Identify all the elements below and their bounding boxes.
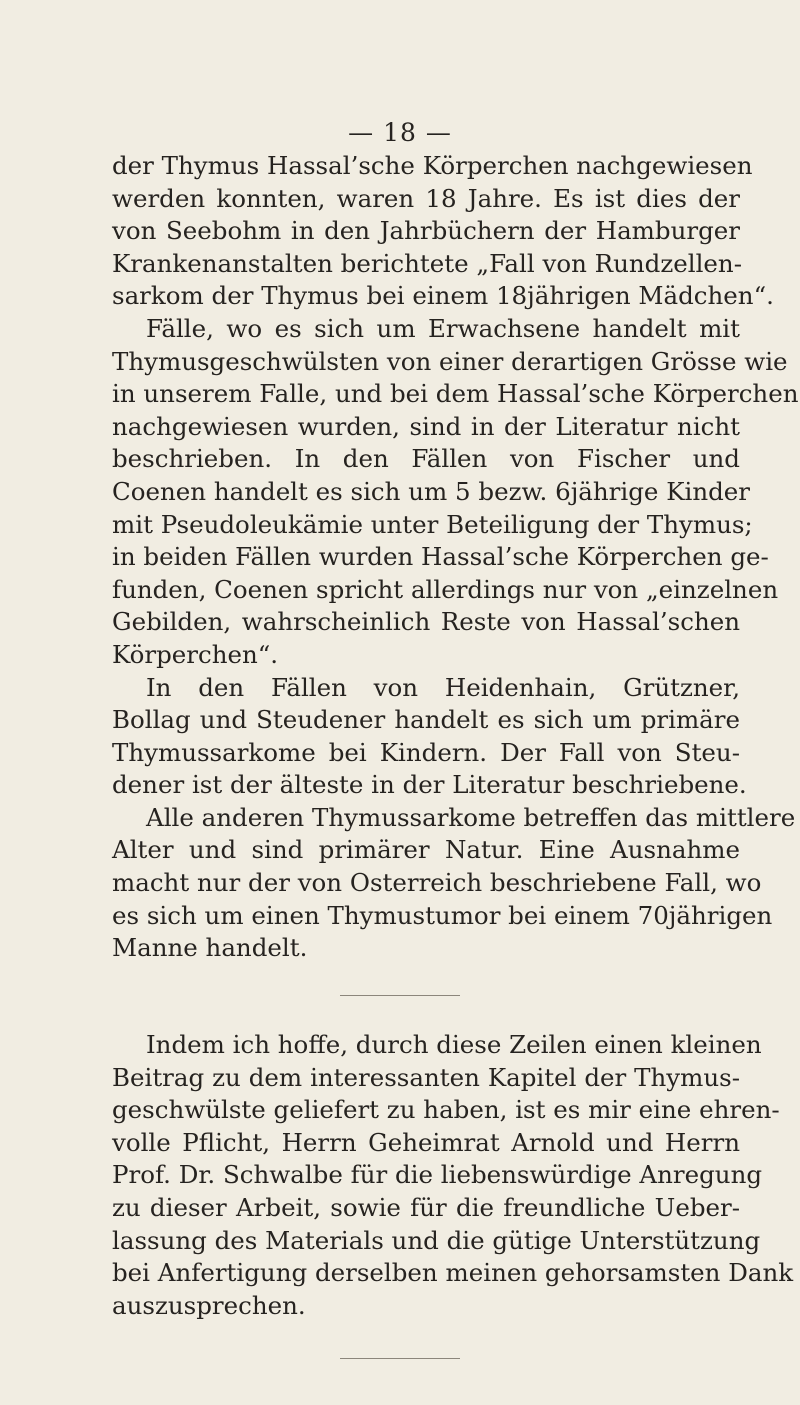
section-divider <box>340 995 460 996</box>
text-line: zu dieser Arbeit, sowie für die freundliche Ueber- <box>112 1192 740 1222</box>
text-line: volle Pflicht, Herrn Geheimrat Arnold und Herrn <box>112 1127 740 1157</box>
text-line: Beitrag zu dem interessanten Kapitel der Thymus- <box>112 1062 740 1092</box>
text-line: funden, Coenen spricht allerdings nur von „einzelnen <box>112 574 779 604</box>
text-line: In den Fällen von Heidenhain, Grützner, <box>146 672 740 702</box>
text-line: Alter und sind primärer Natur. Eine Ausnahme <box>112 835 740 865</box>
text-line: bei Anfertigung derselben meinen gehorsamsten Dank <box>112 1258 794 1288</box>
text-line: Thymusgeschwülsten von einer derartigen Grösse wie <box>112 346 788 376</box>
text-line: Manne handelt. <box>112 933 308 963</box>
text-line: Coenen handelt es sich um 5 bezw. 6jährige Kinder <box>112 476 751 506</box>
text-line: dener ist der älteste in der Literatur beschriebene. <box>112 770 747 800</box>
text-line: Krankenanstalten berichtete „Fall von Rundzellen- <box>112 248 742 278</box>
text-line: der Thymus Hassal’sche Körperchen nachgewiesen <box>112 151 753 180</box>
text-line: auszusprechen. <box>112 1290 306 1320</box>
text-line: Gebilden, wahrscheinlich Reste von Hassal’schen <box>112 607 740 637</box>
text-line: sarkom der Thymus bei einem 18jährigen Mädchen“. <box>112 281 774 311</box>
text-line: Thymussarkome bei Kindern. Der Fall von Steu- <box>112 737 740 767</box>
text-line: werden konnten, waren 18 Jahre. Es ist dies der <box>112 183 740 213</box>
text-line: lassung des Materials und die gütige Unterstützung <box>112 1225 761 1255</box>
text-line: Alle anderen Thymussarkome betreffen das mittlere <box>146 802 796 832</box>
text-line: von Seebohm in den Jahrbüchern der Hamburger <box>112 216 740 246</box>
text-line: Bollag und Steudener handelt es sich um primäre <box>112 705 740 735</box>
text-line: Fälle, wo es sich um Erwachsene handelt mit <box>146 313 740 343</box>
text-line: beschrieben. In den Fällen von Fischer und <box>112 444 740 474</box>
text-line: es sich um einen Thymustumor bei einem 70jährigen <box>112 900 773 930</box>
text-line: Prof. Dr. Schwalbe für die liebenswürdige Anregung <box>112 1160 763 1190</box>
text-line: nachgewiesen wurden, sind in der Literatur nicht <box>112 411 740 441</box>
text-line: in beiden Fällen wurden Hassal’sche Körperchen ge- <box>112 542 769 572</box>
text-line: in unserem Falle, und bei dem Hassal’sche Körperchen <box>112 379 799 409</box>
text-line: mit Pseudoleukämie unter Beteiligung der Thymus; <box>112 509 753 539</box>
body-text-acknowledgement <box>112 1029 794 1322</box>
end-divider <box>340 1358 460 1359</box>
text-line: Indem ich hoffe, durch diese Zeilen einen kleinen <box>146 1030 762 1059</box>
page-number: — 18 — <box>348 118 452 147</box>
body-text-main <box>112 150 799 965</box>
text-line: geschwülste geliefert zu haben, ist es mir eine ehren- <box>112 1095 780 1125</box>
text-line: Körperchen“. <box>112 639 279 669</box>
text-line: macht nur der von Osterreich beschriebene Fall, wo <box>112 868 762 898</box>
